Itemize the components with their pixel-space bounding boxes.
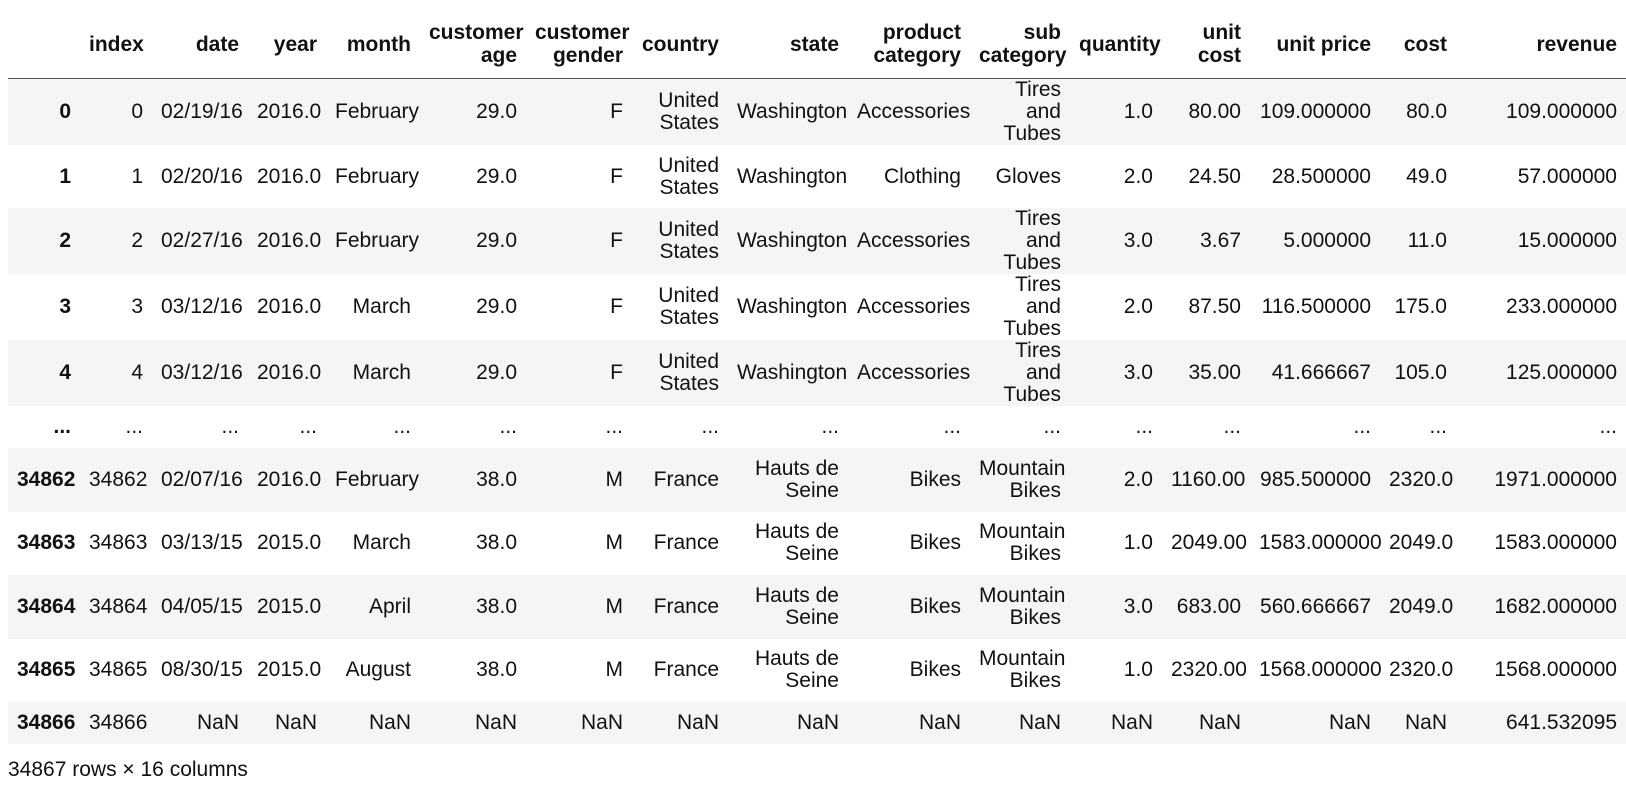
table-cell: NaN <box>474 710 517 734</box>
table-cell: United States <box>658 350 719 396</box>
table-cell: Hauts de Seine <box>754 457 839 503</box>
table-cell: Bikes <box>909 531 961 555</box>
table-cell: Bikes <box>909 468 961 492</box>
row-label: 0 <box>59 100 71 123</box>
table-header <box>8 10 1626 79</box>
table-cell: ... <box>943 415 961 439</box>
column-header-year: year <box>248 10 326 79</box>
table-cell: ... <box>221 415 239 439</box>
table-cell: February <box>335 164 420 188</box>
table-cell: 175.0 <box>1394 295 1447 319</box>
table-cell: Accessories <box>857 100 971 123</box>
table-cell: M <box>605 594 623 618</box>
table-cell: France <box>653 658 719 682</box>
column-header-customer-age: customer age <box>420 10 526 79</box>
table-cell: United States <box>658 153 719 199</box>
dataframe-output <box>8 10 1617 744</box>
table-cell: 34862 <box>89 468 148 492</box>
table-cell: 29.0 <box>476 100 517 123</box>
table-cell: ... <box>1353 415 1371 439</box>
table-cell: March <box>352 295 411 319</box>
table-cell: NaN <box>274 710 317 734</box>
table-cell: ... <box>821 415 839 439</box>
table-cell: 35.00 <box>1188 361 1241 385</box>
table-cell: 02/07/16 <box>161 468 243 492</box>
table-cell: NaN <box>676 710 719 734</box>
table-cell: Hauts de Seine <box>754 520 839 566</box>
header-row <box>8 10 1626 79</box>
table-cell: 02/20/16 <box>161 164 243 188</box>
table-cell: 2015.0 <box>257 594 322 618</box>
table-cell: ... <box>1429 415 1447 439</box>
table-cell: 2015.0 <box>257 531 322 555</box>
table-cell: 03/13/15 <box>161 531 243 555</box>
column-header-unit-cost: unit cost <box>1162 10 1250 79</box>
table-row <box>8 702 1626 744</box>
column-header-revenue: revenue <box>1456 10 1626 79</box>
row-label: 34866 <box>17 710 76 734</box>
table-cell: 29.0 <box>476 361 517 385</box>
table-cell: 1583.000000 <box>1494 531 1617 555</box>
table-cell: M <box>605 658 623 682</box>
column-header-unit-price: unit price <box>1250 10 1380 79</box>
row-label: 3 <box>59 295 71 319</box>
table-cell: 1.0 <box>1123 658 1153 682</box>
table-cell: 1 <box>131 164 143 188</box>
table-cell: ... <box>1043 415 1061 439</box>
table-cell: France <box>653 468 719 492</box>
table-row <box>8 575 1626 638</box>
table-cell: Bikes <box>909 594 961 618</box>
table-cell: 2016.0 <box>257 295 322 319</box>
row-label: 1 <box>59 164 71 188</box>
table-cell: 0 <box>131 100 143 123</box>
table-cell: 57.000000 <box>1517 164 1617 188</box>
table-cell: Tires and Tubes <box>1003 339 1061 407</box>
table-cell: Tires and Tubes <box>1003 78 1061 145</box>
table-cell: ... <box>1135 415 1153 439</box>
column-header-cost: cost <box>1380 10 1456 79</box>
table-cell: 2.0 <box>1123 295 1153 319</box>
table-cell: 3.67 <box>1200 229 1241 253</box>
table-cell: Bikes <box>909 658 961 682</box>
table-cell: NaN <box>196 710 239 734</box>
table-cell: 08/30/15 <box>161 658 243 682</box>
table-cell: 2320.0 <box>1389 658 1454 682</box>
table-cell: NaN <box>580 710 623 734</box>
table-cell: Hauts de Seine <box>754 583 839 629</box>
column-header-index: index <box>80 10 152 79</box>
column-header-customer-gender: customer gender <box>526 10 632 79</box>
column-header-month: month <box>326 10 420 79</box>
table-cell: F <box>610 100 623 123</box>
table-cell: 34865 <box>89 658 148 682</box>
table-cell: 4 <box>131 361 143 385</box>
table-cell: 683.00 <box>1176 594 1241 618</box>
table-cell: France <box>653 594 719 618</box>
table-row <box>8 448 1626 511</box>
column-header-product-category: product category <box>848 10 970 79</box>
table-cell: 2.0 <box>1123 468 1153 492</box>
table-cell: 1583.000000 <box>1259 531 1382 555</box>
table-row <box>8 79 1626 146</box>
table-cell: 2049.00 <box>1171 531 1247 555</box>
table-cell: 3.0 <box>1123 229 1153 253</box>
ellipsis-row <box>8 406 1626 448</box>
table-cell: 38.0 <box>476 468 517 492</box>
table-cell: France <box>653 531 719 555</box>
table-cell: 80.00 <box>1188 100 1241 123</box>
table-cell: ... <box>605 415 623 439</box>
table-cell: 2015.0 <box>257 658 322 682</box>
table-cell: 04/05/15 <box>161 594 243 618</box>
table-cell: 29.0 <box>476 229 517 253</box>
table-cell: ... <box>701 415 719 439</box>
table-cell: 1568.000000 <box>1259 658 1382 682</box>
table-cell: 2320.00 <box>1171 658 1247 682</box>
table-cell: 1.0 <box>1123 531 1153 555</box>
table-cell: 3.0 <box>1123 594 1153 618</box>
column-header-row-index <box>8 10 80 79</box>
row-label: 34863 <box>17 531 76 555</box>
table-cell: M <box>605 531 623 555</box>
table-cell: 2016.0 <box>257 229 322 253</box>
table-cell: 3 <box>131 295 143 319</box>
table-cell: Washington <box>737 164 848 188</box>
table-cell: 116.500000 <box>1261 295 1371 319</box>
table-cell: 49.0 <box>1406 164 1447 188</box>
table-cell: Mountain Bikes <box>979 457 1066 503</box>
table-cell: Accessories <box>857 295 971 319</box>
table-cell: 109.000000 <box>1260 100 1371 123</box>
table-cell: Mountain Bikes <box>979 647 1066 693</box>
table-cell: Accessories <box>857 361 971 385</box>
table-cell: Clothing <box>883 164 961 188</box>
table-cell: Hauts de Seine <box>754 647 839 693</box>
table-cell: 29.0 <box>476 164 517 188</box>
table-cell: February <box>335 229 420 253</box>
table-cell: NaN <box>368 710 411 734</box>
table-cell: Washington <box>737 100 848 123</box>
table-cell: March <box>352 531 411 555</box>
table-cell: 2016.0 <box>257 361 322 385</box>
table-cell: 2.0 <box>1123 164 1153 188</box>
table-cell: 02/19/16 <box>161 100 243 123</box>
table-cell: Washington <box>737 295 848 319</box>
table-cell: Tires and Tubes <box>1003 207 1061 275</box>
table-cell: F <box>610 361 623 385</box>
row-label: ... <box>53 415 71 439</box>
table-cell: NaN <box>1328 710 1371 734</box>
table-row <box>8 208 1626 274</box>
table-cell: Tires and Tubes <box>1003 273 1061 341</box>
table-cell: 38.0 <box>476 594 517 618</box>
table-cell: 1.0 <box>1123 100 1153 123</box>
table-cell: 41.666667 <box>1271 361 1371 385</box>
table-cell: 2320.0 <box>1389 468 1454 492</box>
table-cell: ... <box>299 415 317 439</box>
table-cell: 24.50 <box>1188 164 1241 188</box>
table-cell: February <box>335 100 420 123</box>
table-cell: United States <box>658 284 719 330</box>
table-cell: 15.000000 <box>1517 229 1617 253</box>
table-cell: ... <box>499 415 517 439</box>
table-cell: 125.000000 <box>1506 361 1617 385</box>
column-header-quantity: quantity <box>1070 10 1162 79</box>
table-cell: August <box>345 658 411 682</box>
table-cell: 2049.0 <box>1389 531 1454 555</box>
table-cell: 560.666667 <box>1260 594 1371 618</box>
column-header-sub-category: sub category <box>970 10 1070 79</box>
column-header-state: state <box>728 10 848 79</box>
table-cell: 1682.000000 <box>1494 594 1617 618</box>
table-cell: NaN <box>1198 710 1241 734</box>
table-cell: February <box>335 468 420 492</box>
table-cell: 87.50 <box>1188 295 1241 319</box>
table-cell: 11.0 <box>1407 229 1447 253</box>
table-cell: Mountain Bikes <box>979 520 1066 566</box>
table-cell: 985.500000 <box>1260 468 1371 492</box>
table-cell: 28.500000 <box>1271 164 1371 188</box>
table-cell: April <box>368 594 411 618</box>
table-cell: Accessories <box>857 229 971 253</box>
table-cell: 641.532095 <box>1506 710 1617 734</box>
table-cell: F <box>610 164 623 188</box>
table-cell: NaN <box>1018 710 1061 734</box>
table-cell: 34863 <box>89 531 148 555</box>
table-row <box>8 274 1626 340</box>
table-cell: Washington <box>737 229 848 253</box>
table-cell: NaN <box>1110 710 1153 734</box>
table-cell: F <box>610 229 623 253</box>
table-cell: ... <box>125 415 143 439</box>
table-row <box>8 145 1626 208</box>
table-cell: Mountain Bikes <box>979 583 1066 629</box>
table-cell: NaN <box>796 710 839 734</box>
table-cell: 2016.0 <box>257 468 322 492</box>
table-cell: ... <box>1599 415 1617 439</box>
table-cell: 38.0 <box>476 658 517 682</box>
table-cell: 34866 <box>89 710 148 734</box>
dataframe-table <box>8 10 1626 744</box>
column-header-country: country <box>632 10 728 79</box>
table-cell: M <box>605 468 623 492</box>
table-cell: United States <box>658 89 719 134</box>
table-body <box>8 79 1626 744</box>
row-label: 4 <box>59 361 71 385</box>
table-cell: 34864 <box>89 594 148 618</box>
table-cell: ... <box>1223 415 1241 439</box>
table-cell: NaN <box>1404 710 1447 734</box>
table-cell: 105.0 <box>1394 361 1447 385</box>
table-cell: NaN <box>918 710 961 734</box>
table-cell: March <box>352 361 411 385</box>
table-cell: Gloves <box>995 164 1061 188</box>
table-cell: 80.0 <box>1406 100 1447 123</box>
table-cell: 233.000000 <box>1506 295 1617 319</box>
table-row <box>8 512 1626 575</box>
table-row <box>8 639 1626 702</box>
table-cell: 5.000000 <box>1283 229 1371 253</box>
table-cell: 03/12/16 <box>161 361 243 385</box>
row-label: 34862 <box>17 468 76 492</box>
table-row <box>8 340 1626 406</box>
table-cell: 2016.0 <box>257 164 322 188</box>
table-cell: 109.000000 <box>1506 100 1617 123</box>
table-cell: 1568.000000 <box>1494 658 1617 682</box>
table-cell: 38.0 <box>476 531 517 555</box>
table-cell: 03/12/16 <box>161 295 243 319</box>
table-cell: 3.0 <box>1123 361 1153 385</box>
table-cell: 1971.000000 <box>1494 468 1617 492</box>
table-cell: F <box>610 295 623 319</box>
table-cell: 2 <box>131 229 143 253</box>
table-cell: 1160.00 <box>1171 468 1246 492</box>
table-cell: ... <box>393 415 411 439</box>
table-cell: United States <box>658 218 719 264</box>
table-cell: 2016.0 <box>257 100 322 123</box>
table-cell: 02/27/16 <box>161 229 243 253</box>
table-cell: Washington <box>737 361 848 385</box>
dataframe-shape-summary: 34867 rows × 16 columns <box>8 758 248 781</box>
table-cell: 2049.0 <box>1389 594 1454 618</box>
row-label: 2 <box>59 229 71 253</box>
table-cell: 29.0 <box>476 295 517 319</box>
row-label: 34864 <box>17 594 76 618</box>
column-header-date: date <box>152 10 248 79</box>
row-label: 34865 <box>17 658 76 682</box>
